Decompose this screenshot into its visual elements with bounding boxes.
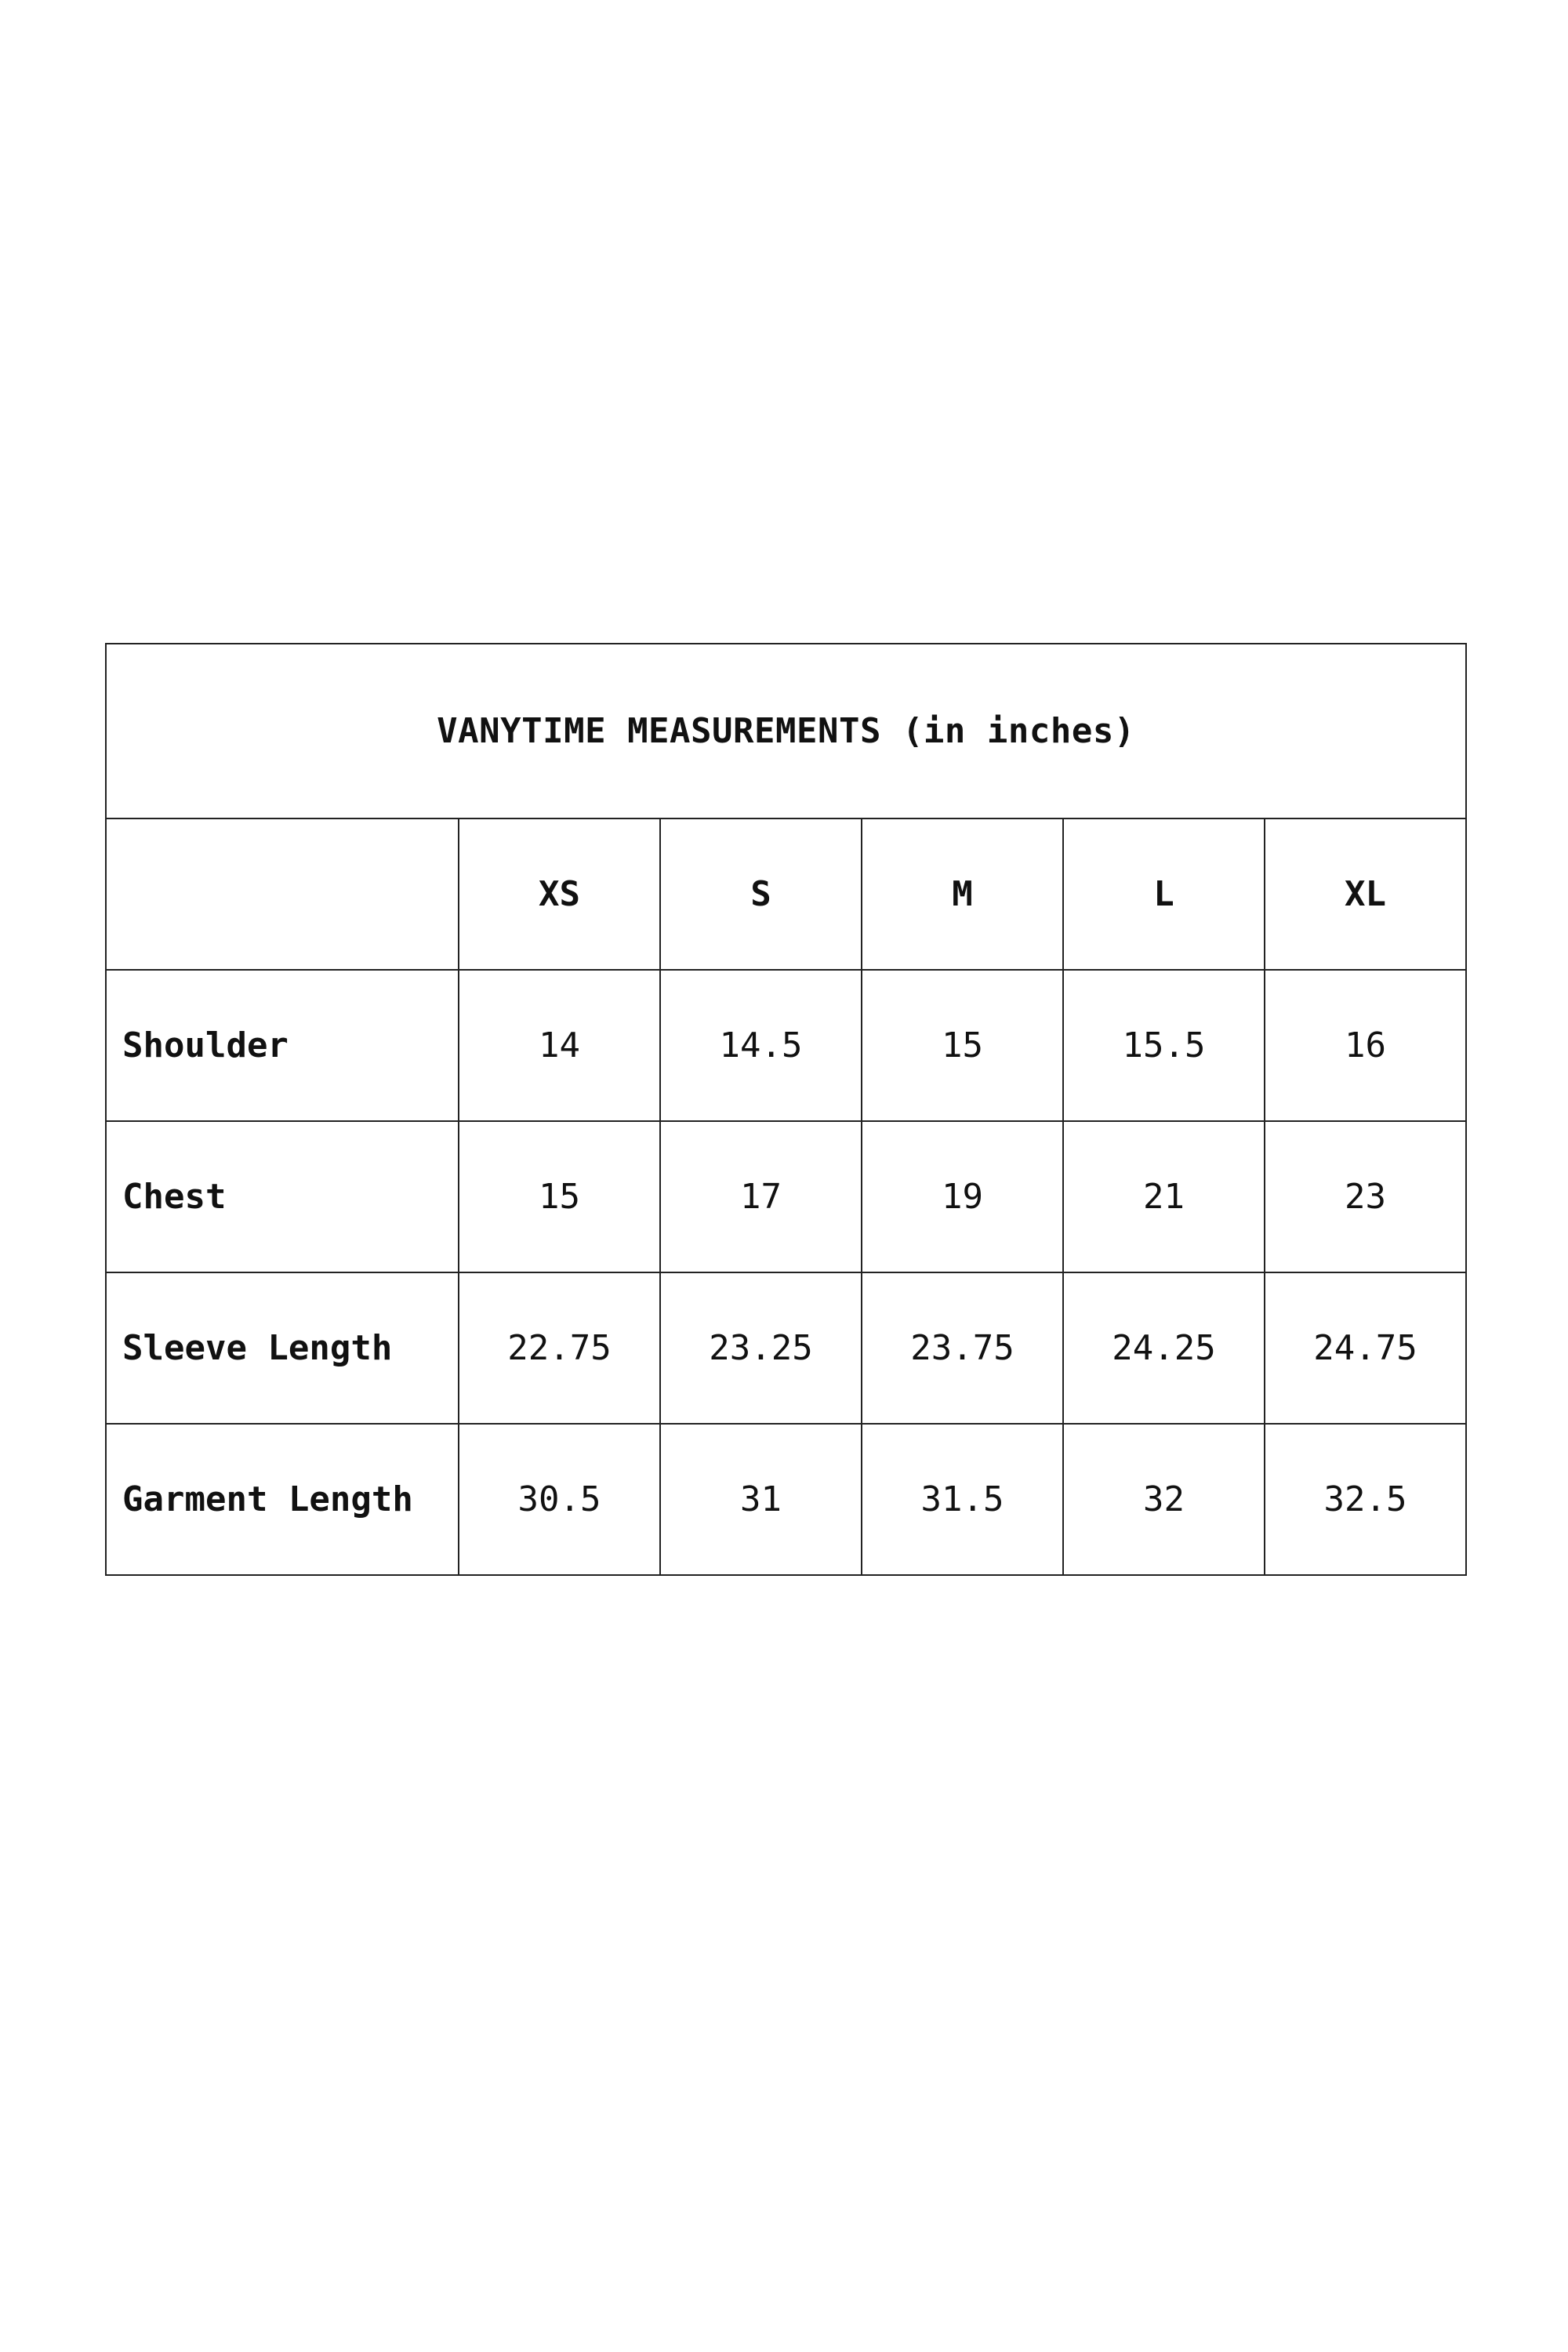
- value-cell: 23: [1265, 1121, 1466, 1272]
- size-header-l: L: [1063, 818, 1265, 970]
- title-row: [106, 644, 1466, 818]
- row-label-shoulder: Shoulder: [106, 970, 459, 1121]
- value-cell: 17: [660, 1121, 862, 1272]
- value-cell: 22.75: [459, 1272, 660, 1424]
- corner-cell: [106, 818, 459, 970]
- table-row-shoulder: [106, 970, 1466, 1121]
- measurements-table: [105, 643, 1467, 1576]
- row-label-sleeve-length: Sleeve Length: [106, 1272, 459, 1424]
- value-cell: 32.5: [1265, 1424, 1466, 1575]
- value-cell: 24.75: [1265, 1272, 1466, 1424]
- size-header-xs: XS: [459, 818, 660, 970]
- value-cell: 15.5: [1063, 970, 1265, 1121]
- value-cell: 24.25: [1063, 1272, 1265, 1424]
- value-cell: 31.5: [862, 1424, 1063, 1575]
- table-title: VANYTIME MEASUREMENTS (in inches): [106, 644, 1466, 818]
- value-cell: 14: [459, 970, 660, 1121]
- value-cell: 14.5: [660, 970, 862, 1121]
- size-header-s: S: [660, 818, 862, 970]
- value-cell: 23.75: [862, 1272, 1063, 1424]
- value-cell: 19: [862, 1121, 1063, 1272]
- table-row-chest: [106, 1121, 1466, 1272]
- value-cell: 31: [660, 1424, 862, 1575]
- size-header-row: [106, 818, 1466, 970]
- value-cell: 21: [1063, 1121, 1265, 1272]
- table-row-sleeve-length: [106, 1272, 1466, 1424]
- value-cell: 30.5: [459, 1424, 660, 1575]
- value-cell: 15: [459, 1121, 660, 1272]
- table-row-garment-length: [106, 1424, 1466, 1575]
- row-label-chest: Chest: [106, 1121, 459, 1272]
- row-label-garment-length: Garment Length: [106, 1424, 459, 1575]
- size-header-m: M: [862, 818, 1063, 970]
- value-cell: 15: [862, 970, 1063, 1121]
- size-header-xl: XL: [1265, 818, 1466, 970]
- value-cell: 23.25: [660, 1272, 862, 1424]
- value-cell: 32: [1063, 1424, 1265, 1575]
- value-cell: 16: [1265, 970, 1466, 1121]
